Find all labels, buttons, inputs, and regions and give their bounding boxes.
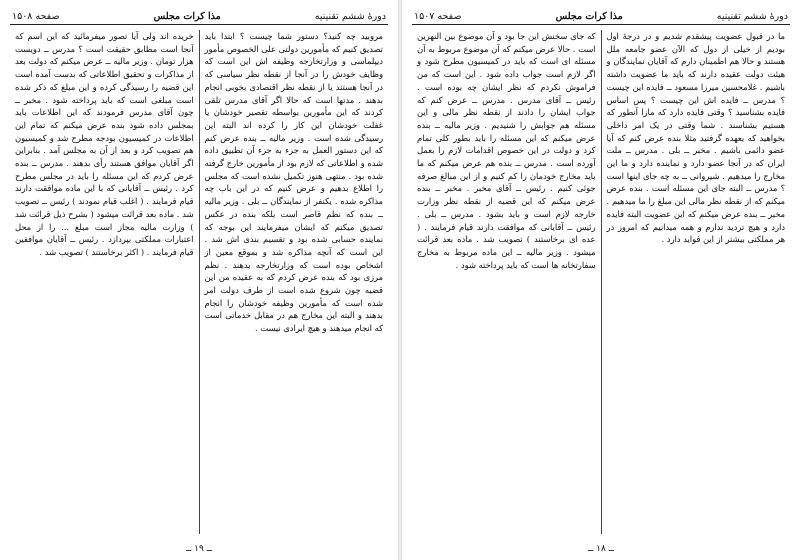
left-page-number: صفحه ۱۵۰۸: [12, 10, 60, 22]
right-page-column-right: [602, 30, 791, 534]
left-page-header: [10, 8, 388, 25]
right-page-volume: دورهٔ ششم تقنینیه: [716, 10, 788, 22]
left-page-running-title: مذا کرات مجلس: [153, 10, 221, 22]
right-page-column-right-text: ما در قبول عضویت پیشقدم شدیم و در درجهٔ اول بودیم از خیلی از دول که الآن عضو جامعه ملل هستند و حالا هم اطمینان دارم که آقایان نمایندگان و هیئت دولت عقیده دارند که باید ما عضویت داشته باشیم . غلامحسین میرزا مسعود ــ فایده این چیست ؟ مدرس ــ فایده اش این چیست ؟ پس اساس فایده بشناسید ؟ وقتی فایده دارد که مازا آنطور که هستیم بشناسند . شما وقتی در یک امر داخلی بخواهید که بعهده گرفتید مثلا بنده عرض کنم که آیا عضو دائمی باشیم . مخبر ــ بلی . مدرس ــ ملت ایران که در آنجا عضو دارد و نماینده دارد و ما این مخارج را میدهیم . شیروانی ــ به چه جای اینها است ؟ مدرس ــ البته جای این مسئله است . بنده عرض میکنم که از نقطه نظر مالی این مبلغ را ما میدهیم . مخبر ــ بنده عرض میکنم که این عضویت البته فایده دارد و هیچ تردید ندارم و همه میدانیم که امروز در هر مملکتی بیشتر از این فواید دارد .: [606, 31, 785, 245]
left-page-footer: ــ ۱۹ ــ: [186, 544, 212, 554]
left-page-volume: دورهٔ ششم تقنینیه: [314, 10, 386, 22]
left-page-column-right: [200, 30, 389, 534]
right-page-running-title: مذا کرات مجلس: [555, 10, 623, 22]
left-page-column-left-text: خریده اند ولی آیا تصور میفرمائید که این اسم که آنجا است مطابق حقیقت است ؟ مدرس ــ دویست هزار تومان . وزیر مالیه ــ عرض میکنم که دولت بعد از مذاکرات و تحقیق اطلاعاتی که بدست آمده است این قضیه را رسیدگی کرده و این مبلغ که ذکر شده است مبلغی است که باید پرداخته شود . مخبر ــ چون آقای مدرس فرمودند که این اطلاعات باید بمجلس داده شود بنده عرض میکنم که تمام این اطلاعات در کمیسیون بودجه مطرح شد و کمیسیون هم تصویب کرد و بعد از آن به مجلس آمد . بنابراین اگر آقایان موافق هستند رأی بدهند . مدرس ــ بنده عرض کردم که این مسئله را باید در مجلس مطرح کرد . رئیس ــ آقایانی که با این ماده موافقت دارند قیام فرمایند . ( اغلب قیام نمودند ) رئیس ــ تصویب شد . ماده بعد قرائت میشود ( بشرح ذیل قرائت شد ) وزارت مالیه مجاز است مبلغ ... را از محل اعتبارات مملکتی بپردازد . رئیس ــ آقایان موافقین قیام فرمایند . ( اکثر برخاستند ) تصویب شد .: [15, 31, 194, 257]
left-page: [0, 0, 398, 560]
right-page-number: صفحه ۱۵۰۷: [414, 10, 462, 22]
right-page-column-left-text: که جای سخنش این جا بود و آن موضوع بین النهرین است . حالا عرض میکنم که آن موضوع مربوط به آن مسئله ای است که باید در کمیسیون مطرح شود و اگر لازم است جواب داده شود . این است که من فراموش نکردم که نظر ایشان چه بوده است . رئیس ــ آقای مدرس . مدرس ــ عرض کنم که جواب ایشان را دادند از نقطه نظر مالی و این مسئله هم جوابش را شنیدیم . وزیر مالیه ــ بنده عرض میکنم که این مسئله را باید بطور کلی تمام کرد و دولت در این خصوص اقدامات لازم را بعمل آورده است . مدرس ــ بنده هم عرض میکنم که ما باید مخارج خودمان را کم کنیم و از این مبالغ صرفه جوئی کنیم . رئیس ــ آقای مخبر . مخبر ــ بنده عرض میکنم که این قضیه از نقطه نظر وزارت خارجه لازم است و باید بشود . مدرس ــ بلی . رئیس ــ آقایانی که موافقت دارند قیام فرمایند . ( عده ای برخاستند ) تصویب شد . ماده بعد قرائت میشود . وزیر مالیه ــ این ماده مربوط به مخارج سفارتخانه ها است که باید پرداخته شود .: [417, 31, 596, 270]
right-page-column-left: [412, 30, 601, 534]
left-page-column-right-text: مروبید چه کنید؟ دستور شما چیست ؟ ابتدا باید تصدیق کنیم که مأمورین دولتی علی الخصوص مأمور دیپلماسی و وزارتخارجه وظیفه اش این است که وظایف خودش را در آنجا از نقطه نظر سیاسی که در آنجا هستند یا از نقطه نظر اقتصادی بخوبی انجام بدهند . مدتها است که حالا اگر آقای مدرس تلقی کردند که این مأمورین بواسطه تقصیر خودشان یا غفلت خودشان این کار را کرده اند البته این رسیدگی شده است . وزیر مالیه ــ بنده عرض کنم که این دستور العمل به جزء به جزء آن تطبیق داده شده و اطلاعاتی که لازم بود از مأمورین خارج گرفته شده بود . منتهی هنوز تکمیل نشده است که مجلس را اطلاع بدهیم و عرض کنیم که در این باب چه مذاکره شده . یکنفر از نمایندگان ــ بلی . وزیر مالیه ــ بنده که نظم قاصر است بلکه بنده در عکس تصدیق میکنم که ایشان میفرمایند این بوجه که نماینده حسابی شده بود و تقسیم بندی اش شد . این است که آنچه مذاکره شد و بموقع معین از اشخاص بوده است که وزارتخارجه بدهند . نظم مرزی بود که بنده عرض کردم که به عقیده من این قضیه چون شروع شده است از طرف دولت امر شده است که مأمورین وظیفه خودشان را انجام بدهند و البته این مخارج هم در مقابل خدماتی است که انجام میدهند و هیچ ایرادی نیست .: [204, 31, 383, 334]
left-page-columns: [10, 30, 388, 534]
right-page-footer: ــ ۱۸ ــ: [588, 544, 614, 554]
left-page-column-left: [10, 30, 199, 534]
right-page-columns: [412, 30, 790, 534]
right-page: [402, 0, 800, 560]
right-page-header: [412, 8, 790, 25]
